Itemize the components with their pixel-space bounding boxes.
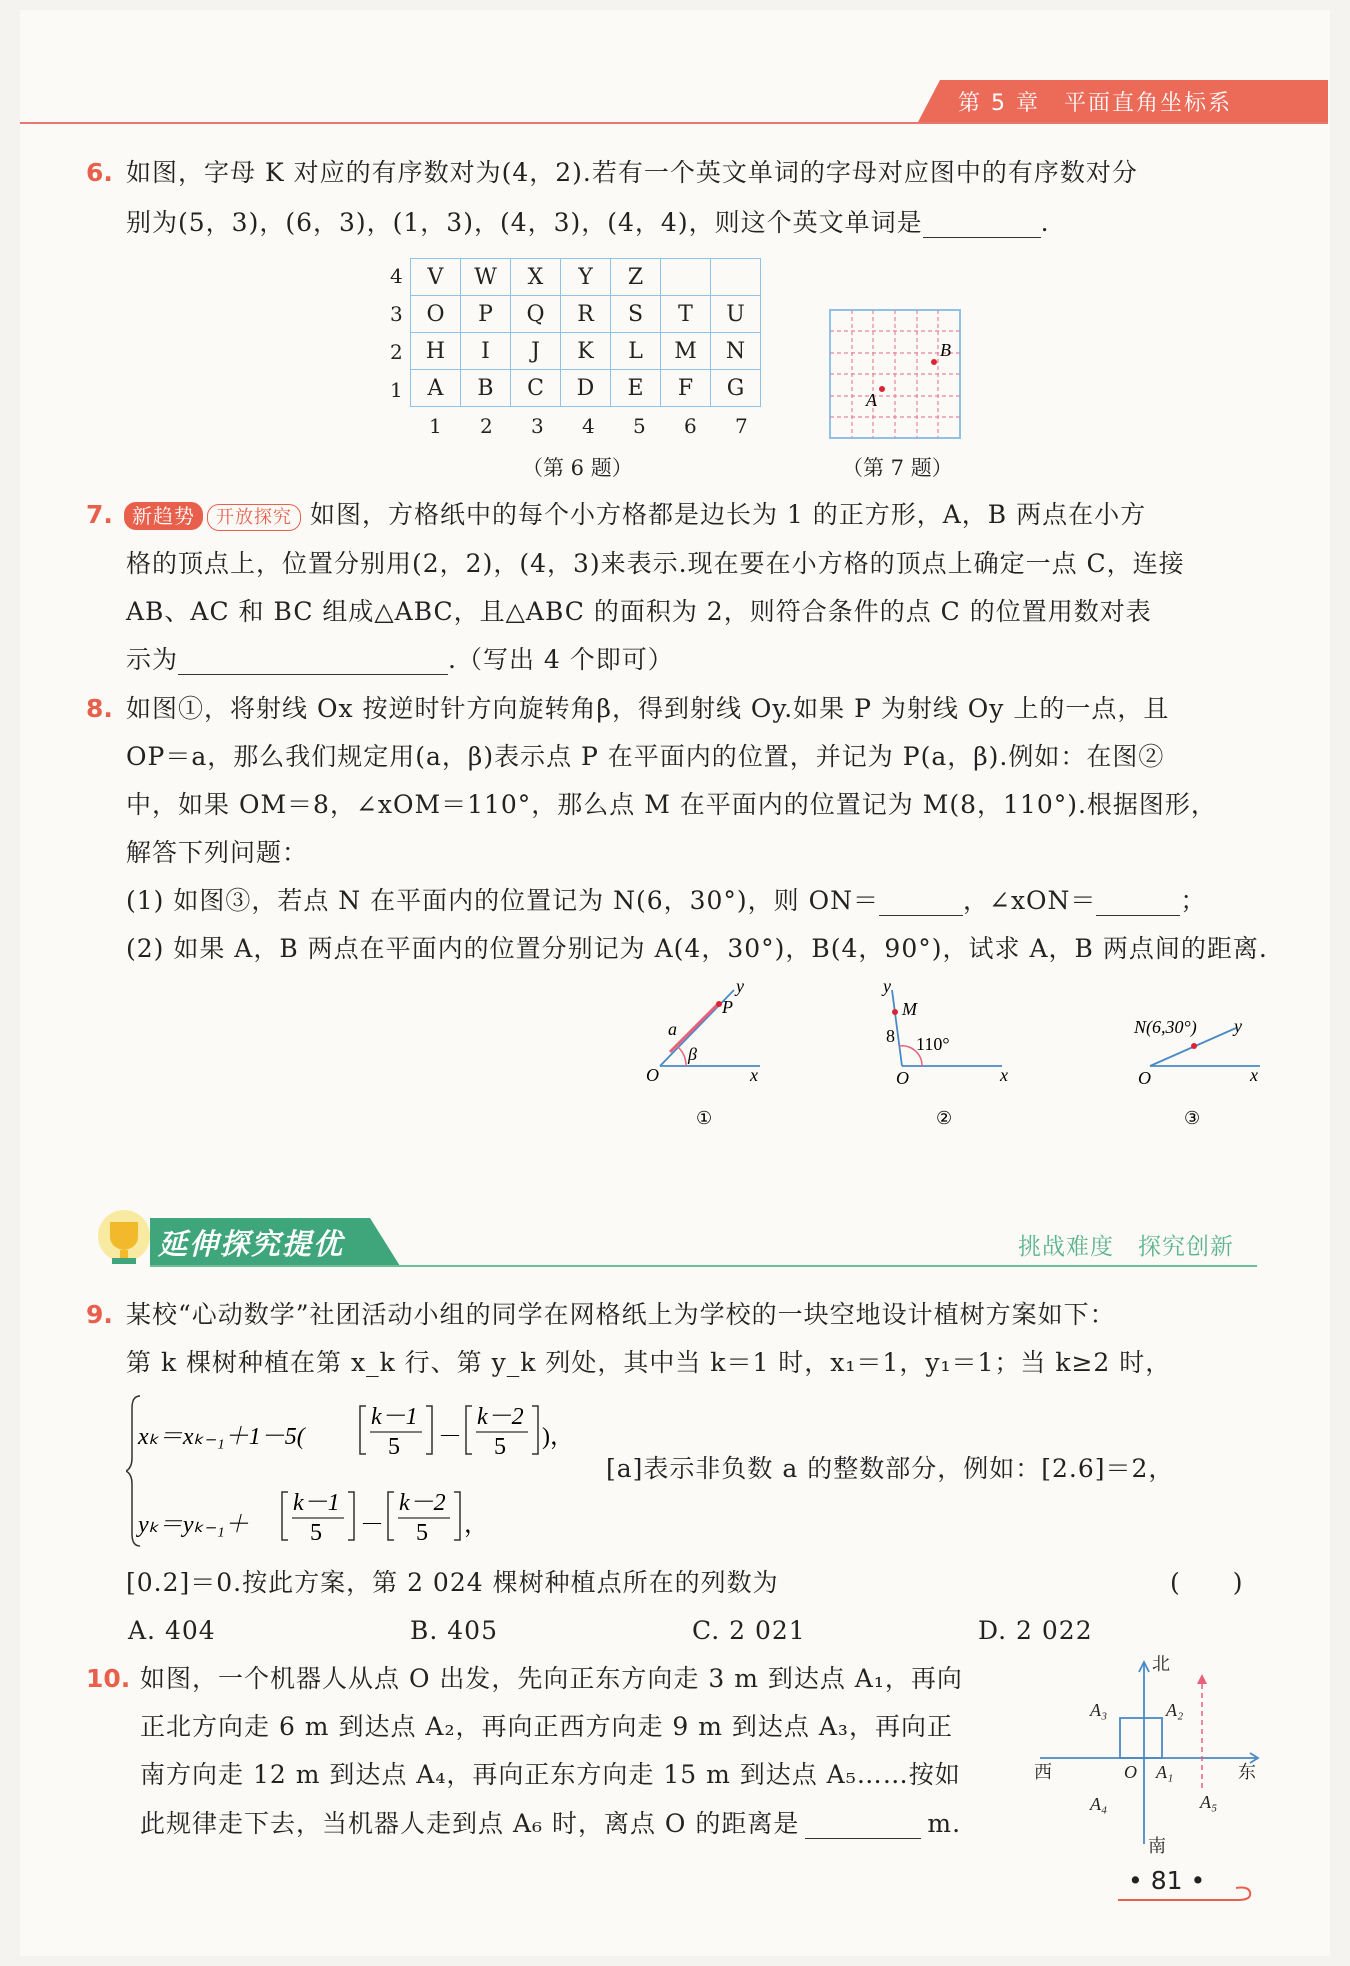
grid-cell: J	[511, 333, 561, 370]
q7-line1	[124, 500, 1146, 531]
q9-answer-paren[interactable]: ( )	[1170, 1568, 1244, 1597]
eq1-frac1-den: 5	[388, 1434, 400, 1460]
fig2-caption: ②	[936, 1108, 953, 1128]
grid-col-label: 3	[531, 414, 544, 438]
q8-sub1	[126, 886, 1206, 916]
eq2-lhs: yₖ＝yₖ₋₁＋	[138, 1512, 249, 1538]
eq2-frac2-num: k－2	[399, 1490, 446, 1516]
grid-row-3	[411, 296, 761, 333]
q8-fig3	[1133, 1016, 1260, 1128]
q7-answer-blank[interactable]	[178, 650, 448, 675]
eq1-frac1-num: k－1	[371, 1404, 418, 1430]
grid-cell: F	[661, 370, 711, 407]
q8-line3: 中，如果 OM＝8，∠xOM＝110°，那么点 M 在平面内的位置记为 M(8，110°).根据图形，	[126, 790, 1217, 819]
q7-point-b	[931, 359, 937, 365]
q10-answer-blank[interactable]	[805, 1814, 921, 1839]
q7-line1-text: 如图，方格纸中的每个小方格都是边长为 1 的正方形，A，B 两点在小方	[309, 500, 1147, 529]
svg-text:y: y	[1234, 1016, 1242, 1036]
label-west: 西	[1034, 1762, 1052, 1782]
q10-line1: 如图，一个机器人从点 O 出发，先向正东方向走 3 m 到达点 A₁，再向	[140, 1664, 963, 1693]
q9-equation-system	[126, 1392, 596, 1550]
label-origin: O	[1124, 1762, 1137, 1782]
label-south: 南	[1148, 1836, 1166, 1856]
svg-text:O: O	[646, 1065, 659, 1085]
q8-on-blank[interactable]	[879, 891, 963, 916]
q6-letter-grid	[410, 258, 761, 407]
q9-option-a[interactable]: A. 404	[128, 1616, 216, 1645]
grid-row-label: 3	[390, 302, 403, 326]
label-a2: A₂	[1166, 1700, 1184, 1720]
eq1-rhs: )，	[542, 1424, 574, 1450]
page-number: • 81 •	[1128, 1866, 1206, 1895]
eq2-frac2-den: 5	[416, 1520, 428, 1546]
grid-cell: G	[711, 370, 761, 407]
q8-line4: 解答下列问题：	[126, 838, 309, 867]
tag-new-trend: 新趋势	[124, 502, 203, 530]
q6-caption: （第 6 题）	[522, 456, 633, 480]
label-a5: A₅	[1200, 1792, 1218, 1812]
label-east: 东	[1238, 1762, 1256, 1782]
q8-sub1-end: ；	[1180, 886, 1207, 915]
svg-text:x: x	[1250, 1065, 1258, 1085]
grid-cell: R	[561, 296, 611, 333]
label-north: 北	[1152, 1654, 1170, 1674]
grid-cell: Q	[511, 296, 561, 333]
q9-line1: 某校“心动数学”社团活动小组的同学在网格纸上为学校的一块空地设计植树方案如下：	[126, 1300, 1116, 1329]
q10-line4-start: 此规律走下去，当机器人走到点 A₆ 时，离点 O 的距离是	[140, 1809, 800, 1838]
q7-line4	[126, 645, 674, 675]
grid-row-2	[411, 333, 761, 370]
q10-compass-figure	[1030, 1650, 1270, 1856]
q10-line4	[140, 1809, 961, 1839]
q7-dashed-grid	[830, 310, 960, 438]
svg-text:M: M	[902, 999, 917, 1019]
grid-cell: H	[411, 333, 461, 370]
grid-cell: M	[661, 333, 711, 370]
page-swoosh-icon	[1118, 1880, 1258, 1906]
q8-fig2	[881, 980, 1008, 1128]
grid-cell: K	[561, 333, 611, 370]
q6-line2-end: .	[1040, 208, 1050, 237]
q6-line2	[126, 208, 1050, 238]
svg-text:P: P	[722, 997, 733, 1017]
section-rule	[150, 1265, 1257, 1267]
q9-option-b[interactable]: B. 405	[410, 1616, 498, 1645]
q9-option-d[interactable]: D. 2 022	[978, 1616, 1093, 1645]
grid-cell: V	[411, 259, 461, 296]
q7-line2: 格的顶点上，位置分别用(2，2)，(4，3)来表示.现在要在小方格的顶点上确定一点 C，连接	[126, 549, 1185, 578]
grid-col-label: 5	[633, 414, 646, 438]
fig1-caption: ①	[696, 1108, 713, 1128]
grid-row-label: 4	[390, 264, 403, 288]
grid-cell: I	[461, 333, 511, 370]
trophy-icon	[88, 1206, 158, 1272]
q7-point-a	[879, 386, 885, 392]
question-10-number: 10.	[86, 1664, 131, 1693]
question-6-number: 6.	[86, 158, 113, 187]
label-a1: A₁	[1156, 1762, 1174, 1782]
grid-cell: N	[711, 333, 761, 370]
grid-cell: E	[611, 370, 661, 407]
q8-figures	[640, 980, 1280, 1140]
q9-last-line: [0.2]＝0.按此方案，第 2 024 棵树种植点所在的列数为	[126, 1568, 779, 1597]
q7-grid-figure	[826, 306, 966, 444]
tag-open-inquiry: 开放探究	[207, 504, 301, 531]
q8-angle-blank[interactable]	[1096, 891, 1180, 916]
svg-text:a: a	[668, 1019, 677, 1039]
grid-cell: B	[461, 370, 511, 407]
q9-option-c[interactable]: C. 2 021	[692, 1616, 806, 1645]
grid-cell: A	[411, 370, 461, 407]
svg-text:8: 8	[886, 1026, 895, 1046]
grid-col-label: 1	[429, 414, 442, 438]
q8-sub1-start: (1) 如图③，若点 N 在平面内的位置记为 N(6，30°)，则 ON＝	[126, 886, 879, 915]
grid-row-1	[411, 370, 761, 407]
q9-side-text: [a]表示非负数 a 的整数部分，例如：[2.6]＝2，	[606, 1454, 1175, 1483]
grid-col-label: 6	[684, 414, 697, 438]
fig3-caption: ③	[1184, 1108, 1201, 1128]
q6-line2-text: 别为(5，3)，(6，3)，(1，3)，(4，3)，(4，4)，则这个英文单词是	[126, 208, 923, 237]
q7-line4-end: .（写出 4 个即可）	[448, 645, 674, 674]
grid-cell: X	[511, 259, 561, 296]
grid-cell: W	[461, 259, 511, 296]
eq1-frac2-den: 5	[494, 1434, 506, 1460]
question-9-number: 9.	[86, 1300, 113, 1329]
grid-row-label: 2	[390, 340, 403, 364]
svg-text:x: x	[1000, 1065, 1008, 1085]
grid-cell: S	[611, 296, 661, 333]
svg-text:y: y	[736, 980, 744, 996]
svg-text:O: O	[1138, 1068, 1151, 1088]
section-subtitle: 挑战难度 探究创新	[1018, 1234, 1234, 1260]
section-title: 延伸探究提优	[158, 1227, 345, 1261]
q7-label-b: B	[940, 340, 951, 360]
eq1-frac2-num: k－2	[477, 1404, 524, 1430]
label-a3: A₃	[1090, 1700, 1108, 1720]
grid-col-label: 4	[582, 414, 595, 438]
q7-caption: （第 7 题）	[842, 456, 953, 480]
q6-line1: 如图，字母 K 对应的有序数对为(4，2).若有一个英文单词的字母对应图中的有序数对分	[126, 158, 1138, 187]
q7-line4-start: 示为	[126, 645, 179, 674]
grid-cell: L	[611, 333, 661, 370]
svg-text:β: β	[688, 1044, 697, 1064]
question-8-number: 8.	[86, 694, 113, 723]
q8-fig1	[646, 980, 760, 1128]
eq2-rhs: ，	[464, 1512, 488, 1538]
header-rule	[20, 122, 1328, 124]
q7-line3: AB、AC 和 BC 组成△ABC，且△ABC 的面积为 2，则符合条件的点 C 的位置用数对表	[126, 597, 1152, 626]
grid-cell: C	[511, 370, 561, 407]
svg-text:y: y	[883, 980, 891, 996]
q10-line4-end: m.	[927, 1809, 962, 1838]
grid-cell: Y	[561, 259, 611, 296]
label-a4: A₄	[1090, 1794, 1108, 1814]
grid-cell: Z	[611, 259, 661, 296]
question-7-number: 7.	[86, 500, 113, 529]
svg-text:x: x	[750, 1065, 758, 1085]
eq2-frac1-num: k－1	[293, 1490, 340, 1516]
svg-text:O: O	[896, 1068, 909, 1088]
eq1-minus: －	[438, 1424, 462, 1450]
grid-cell: P	[461, 296, 511, 333]
grid-cell	[711, 259, 761, 296]
q7-label-a: A	[866, 390, 877, 410]
eq1-lhs: xₖ＝xₖ₋₁＋1－5(	[138, 1424, 305, 1450]
q6-answer-blank[interactable]	[923, 213, 1041, 238]
grid-col-label: 2	[480, 414, 493, 438]
q8-sub2: (2) 如果 A，B 两点在平面内的位置分别记为 A(4，30°)，B(4，90°)，试求 A，B 两点间的距离.	[126, 934, 1268, 963]
q8-sub1-mid: ，∠xON＝	[963, 886, 1097, 915]
svg-text:110°: 110°	[916, 1034, 950, 1054]
eq2-frac1-den: 5	[310, 1520, 322, 1546]
grid-cell: U	[711, 296, 761, 333]
grid-col-label: 7	[735, 414, 748, 438]
grid-cell	[661, 259, 711, 296]
q8-line2: OP＝a，那么我们规定用(a，β)表示点 P 在平面内的位置，并记为 P(a，β).例如：在图②	[126, 742, 1165, 771]
chapter-title: 第 5 章 平面直角坐标系	[958, 91, 1232, 116]
grid-cell: O	[411, 296, 461, 333]
svg-text:N(6,30°): N(6,30°)	[1134, 1017, 1197, 1037]
q8-line1: 如图①，将射线 Ox 按逆时针方向旋转角β，得到射线 Oy.如果 P 为射线 Oy 上的一点，且	[126, 694, 1170, 723]
grid-cell: D	[561, 370, 611, 407]
grid-row-label: 1	[390, 378, 403, 402]
eq2-minus: －	[360, 1512, 384, 1538]
q10-line2: 正北方向走 6 m 到达点 A₂，再向正西方向走 9 m 到达点 A₃，再向正	[140, 1712, 953, 1741]
grid-cell: T	[661, 296, 711, 333]
q10-line3: 南方向走 12 m 到达点 A₄，再向正东方向走 15 m 到达点 A₅……按如	[140, 1760, 961, 1789]
grid-row-4	[411, 259, 761, 296]
q9-line2: 第 k 棵树种植在第 x_k 行、第 y_k 列处，其中当 k＝1 时，x₁＝1，y₁＝1；当 k≥2 时，	[126, 1348, 1172, 1377]
